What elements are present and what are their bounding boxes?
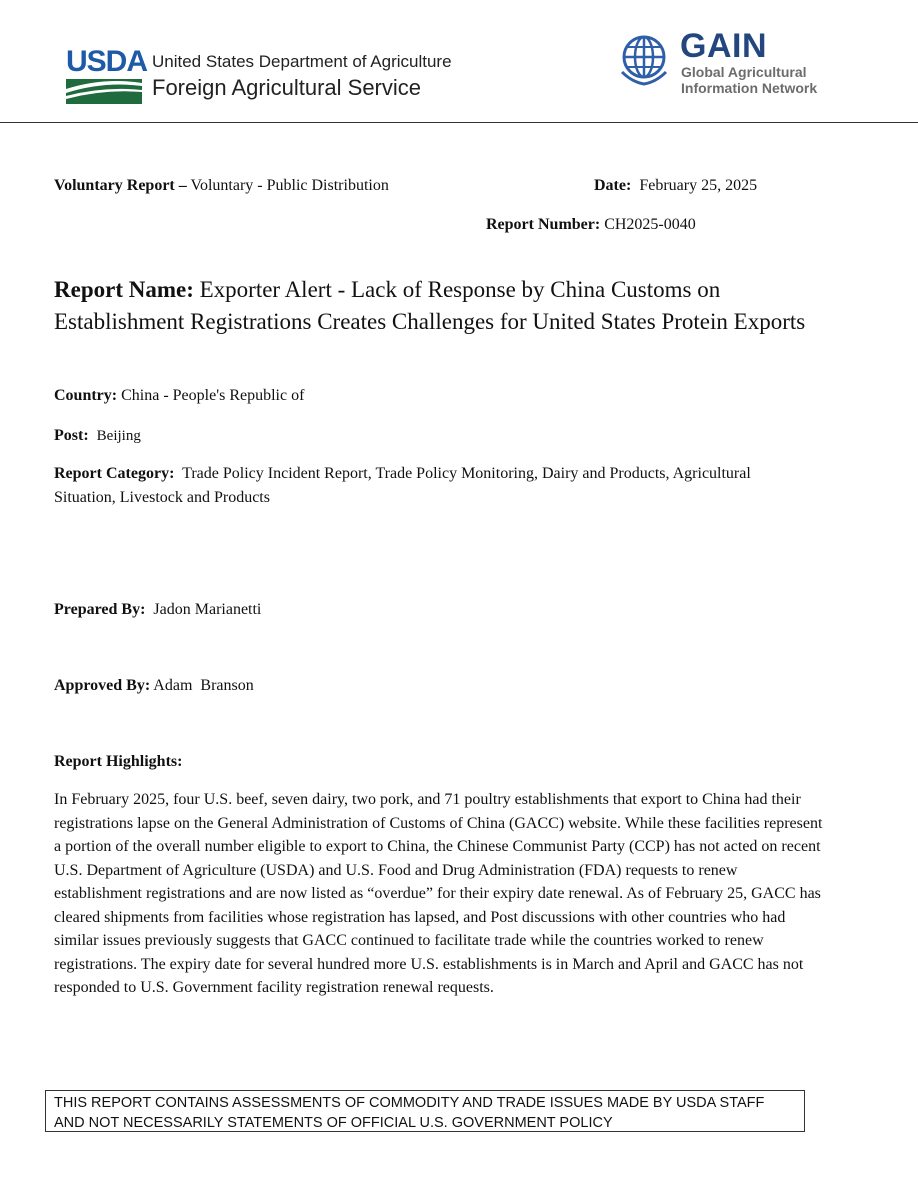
report-category [54,462,814,510]
post-label: Post: [54,427,89,444]
report-number-value: CH2025-0040 [604,216,696,233]
date-label: Date: [594,177,632,194]
report-name [54,274,834,338]
report-header [0,0,918,124]
highlights-heading [54,752,182,772]
country [54,386,304,406]
usda-stripes [66,79,142,104]
gain-subtitle-line1: Global Agricultural [681,64,807,80]
post [54,426,141,446]
approved-by [54,676,254,696]
category-value: Trade Policy Incident Report, Trade Policy Monitoring, Dairy and Products, Agricultural Situation, Livestock and Products [54,465,751,506]
usda-logo-text: USDA [66,45,148,78]
report-name-label: Report Name: [54,277,194,302]
report-number [486,215,696,235]
globe-icon [617,32,671,86]
date-value: February 25, 2025 [639,177,758,194]
disclaimer-box [45,1090,805,1132]
prepared-by-label: Prepared By: [54,601,146,618]
country-label: Country: [54,387,118,404]
country-value: China - People's Republic of [121,387,305,404]
highlights-label: Report Highlights: [54,753,183,770]
header-divider [0,122,918,123]
post-value: Beijing [96,428,141,444]
disclaimer-line2: AND NOT NECESSARILY STATEMENTS OF OFFICIAL U.S. GOVERNMENT POLICY [54,1115,613,1131]
disclaimer-line1: THIS REPORT CONTAINS ASSESSMENTS OF COMMODITY AND TRADE ISSUES MADE BY USDA STAFF [54,1095,765,1111]
agency-name: Foreign Agricultural Service [152,75,422,100]
approved-by-value: Adam Branson [153,677,254,694]
report-date [594,176,757,196]
highlights-body: In February 2025, four U.S. beef, seven dairy, two pork, and 71 poultry establishments that export to China had their registrations lapse on the General Administration of Customs of China (GACC) website. While these facilities represent a portion of the overall number eligible to export to China, the Chinese Communist Party (CCP) has not acted on recent U.S. Department of Agriculture (USDA) and U.S. Food and Drug Administration (FDA) requests to renew establishment registrations and are now listed as “overdue” for their expiry date renewal. As of February 25, GACC has cleared shipments from facilities whose registration has lapsed, and Post discussions with other countries who had similar issues previously suggests that GACC continued to facilitate trade while the countries worked to renew registrations. The expiry date for several hundred more U.S. establishments is in March and April and GACC has not responded to U.S. Government facility registration renewal requests. [54,791,823,996]
gain-title: GAIN [680,27,767,65]
report-type [54,176,389,196]
report-number-label: Report Number: [486,216,601,233]
category-label: Report Category: [54,465,175,482]
approved-by-label: Approved By: [54,677,151,694]
report-name-value: Exporter Alert - Lack of Response by China Customs on Establishment Registrations Creates Challenges for United States Protein Exports [54,277,806,334]
gain-subtitle [681,64,817,96]
report-type-label: Voluntary Report – [54,177,187,194]
prepared-by [54,600,261,620]
report-type-value: Voluntary - Public Distribution [190,177,389,194]
gain-subtitle-line2: Information Network [681,80,818,96]
department-name: United States Department of Agriculture [152,52,452,71]
prepared-by-value: Jadon Marianetti [153,601,262,618]
